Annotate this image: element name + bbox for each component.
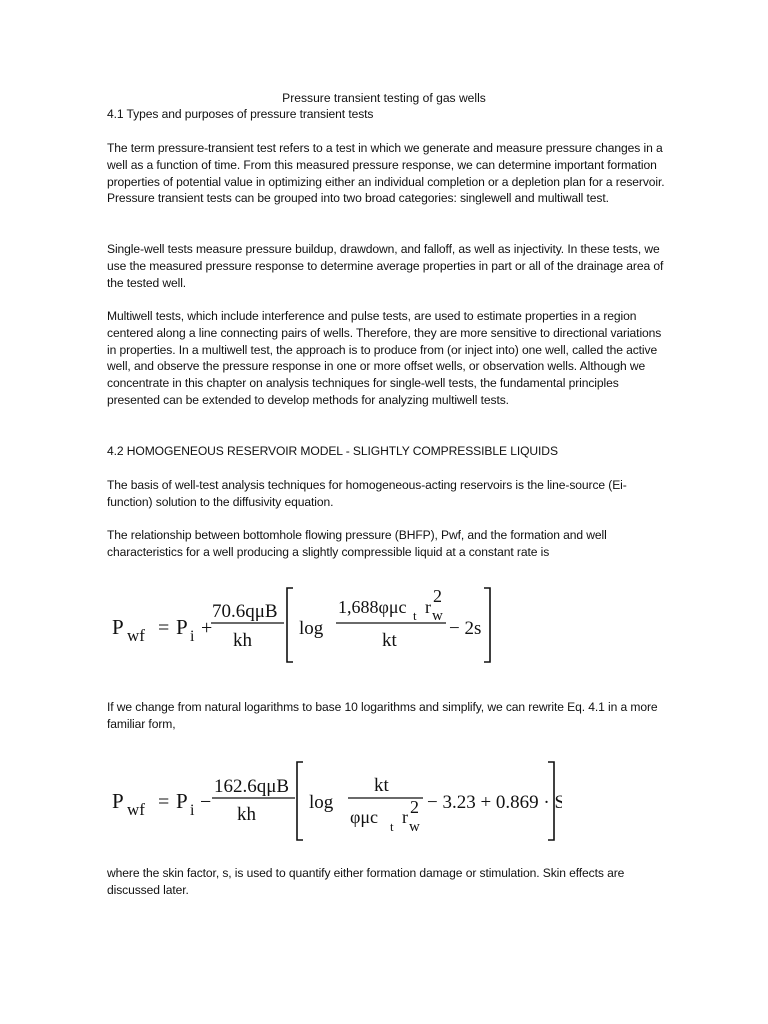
svg-text:w: w [409,819,420,835]
svg-text:t: t [413,608,417,623]
svg-text:2: 2 [410,797,419,817]
section-heading-4-2: 4.2 HOMOGENEOUS RESERVOIR MODEL - SLIGHTLY COMPRESSIBLE LIQUIDS [107,444,558,458]
equation-4-2-graphic [112,758,562,848]
section-heading-4-1: 4.1 Types and purposes of pressure transient tests [107,107,374,121]
paragraph-bhfp-relationship: The relationship between bottomhole flowing pressure (BHFP), Pwf, and the formation and well characteristics for a well producing a slightly compressible liquid at a constant rate is [107,528,607,559]
paragraph-single-well-tests: Single-well tests measure pressure buildup, drawdown, and falloff, as well as injectivity. In these tests, we use the measured pressure response to determine average properties in part or all of the drainage area of the tested well. [107,242,664,290]
svg-text:kt: kt [382,630,397,651]
svg-text:− 2s: − 2s [449,618,482,639]
svg-text:φμc: φμc [350,807,379,827]
svg-text:2: 2 [433,586,442,606]
svg-text:−: − [200,791,212,813]
paragraph-multiwell-tests: Multiwell tests, which include interference and pulse tests, are used to estimate properties in a region centered along a line connecting pairs of wells. Therefore, they are more sensitive to directional variations in properties. In a multiwell test, the approach is to produce from (or inject into) one well, called the active well, and observe the pressure response in one or more offset wells, or observation wells. Although we concentrate in this chapter on analysis techniques for single-well tests, the fundamental principles presented can be extended to develop methods for analyzing multiwell tests. [107,309,662,407]
svg-text:kh: kh [237,804,256,825]
svg-text:log: log [299,618,324,639]
svg-text:− 3.23 + 0.869 · S: − 3.23 + 0.869 · S [427,792,562,813]
svg-text:wf: wf [127,626,145,645]
svg-text:P: P [112,789,124,813]
svg-text:kt: kt [374,775,389,796]
svg-text:kh: kh [233,630,252,651]
svg-text:P: P [176,789,188,813]
svg-text:+: + [201,617,213,639]
equation-4-2 [112,758,562,848]
svg-text:P: P [112,615,124,639]
svg-text:r: r [402,807,408,827]
svg-text:70.6qμB: 70.6qμB [212,601,278,622]
svg-text:=: = [158,617,170,639]
svg-text:=: = [158,791,170,813]
equation-4-1 [112,580,492,670]
svg-text:r: r [425,597,431,617]
paragraph-line-source-basis: The basis of well-test analysis techniques for homogeneous-acting reservoirs is the line-source (Ei-function) solution to the diffusivity equation. [107,478,627,509]
svg-text:t: t [390,819,394,834]
svg-text:i: i [190,802,195,819]
paragraph-pressure-transient-definition: The term pressure-transient test refers to a test in which we generate and measure pressure changes in a well as a function of time. From this measured pressure response, we can determine important formation properties of potential value in optimizing either an individual completion or a depletion plan for a reservoir. Pressure transient tests can be grouped into two broad categories: singlewell and multiwall test. [107,141,665,206]
svg-text:P: P [176,615,188,639]
document-title: Pressure transient testing of gas wells [282,91,486,105]
svg-text:i: i [190,628,195,645]
equation-4-1-graphic [112,580,492,670]
svg-text:wf: wf [127,800,145,819]
svg-text:log: log [309,792,334,813]
svg-text:1,688φμc: 1,688φμc [338,597,407,617]
paragraph-skin-factor: where the skin factor, s, is used to quantify either formation damage or stimulation. Skin effects are discussed later. [107,866,625,897]
svg-text:w: w [432,608,443,624]
paragraph-base-10-logarithms: If we change from natural logarithms to base 10 logarithms and simplify, we can rewrite Eq. 4.1 in a more familiar form, [107,700,658,731]
svg-text:162.6qμB: 162.6qμB [214,776,290,797]
